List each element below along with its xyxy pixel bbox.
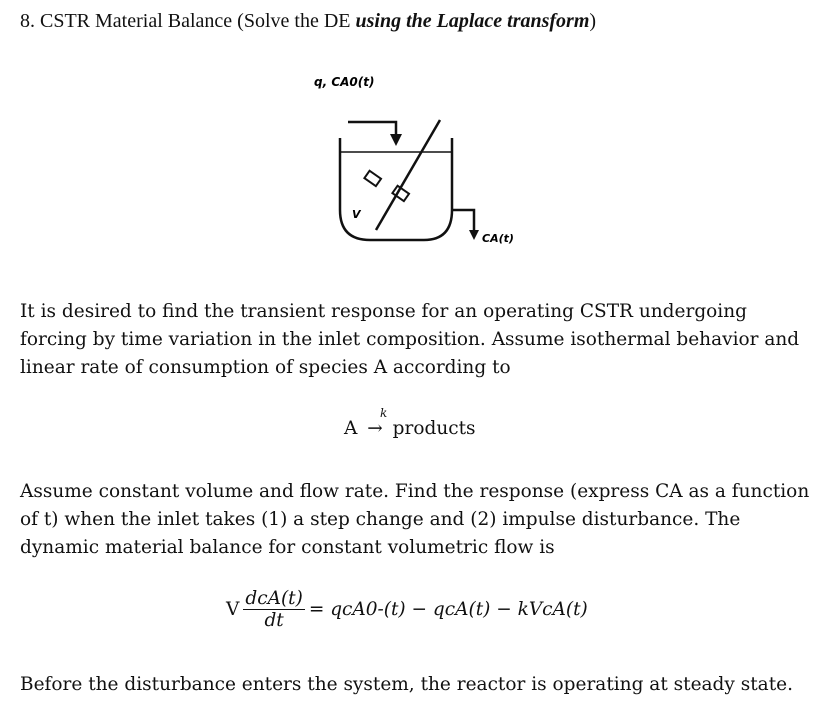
- intro-paragraph: It is desired to find the transient response for an operating CSTR undergoing forcing by time variation in the inlet composition. Assume isothermal behavior and linear rate of consumption of species A according to: [20, 301, 800, 378]
- inlet-pipe: [348, 122, 396, 140]
- material-balance-equation: [226, 588, 588, 631]
- assumption-paragraph: Assume constant volume and flow rate. Find the response (express CA as a function of t) when the inlet takes (1) a step change and (2) impulse disturbance. The dynamic material balance for constant volumetric flow is: [20, 481, 810, 558]
- reactant: A: [344, 418, 358, 439]
- fraction-denominator: dt: [264, 610, 284, 631]
- agitator-shaft: [376, 120, 440, 230]
- closing-paragraph: Before the disturbance enters the system, the reactor is operating at steady state.: [20, 674, 793, 695]
- outlet-label: CA(t): [482, 232, 514, 245]
- equation-rhs: = qcA0-(t) − qcA(t) − kVcA(t): [308, 599, 588, 620]
- inlet-arrow: [390, 134, 402, 146]
- volume-label: V: [352, 208, 361, 221]
- equation-coefficient: V: [226, 599, 240, 620]
- title-prefix: 8. CSTR Material Balance (Solve the DE: [20, 10, 356, 32]
- rate-constant: k: [380, 406, 388, 420]
- derivative-fraction: [243, 588, 304, 631]
- inlet-label: q, CA0(t): [314, 75, 375, 89]
- fraction-numerator: dcA(t): [245, 588, 303, 609]
- title-suffix: ): [589, 10, 597, 32]
- reaction-equation: [344, 406, 476, 439]
- problem-title: [20, 10, 596, 33]
- outlet-arrow: [469, 230, 479, 240]
- product: products: [392, 418, 476, 439]
- reaction-arrow: →: [367, 418, 383, 439]
- cstr-diagram: [300, 70, 560, 260]
- title-emphasis: using the Laplace transform: [355, 10, 590, 32]
